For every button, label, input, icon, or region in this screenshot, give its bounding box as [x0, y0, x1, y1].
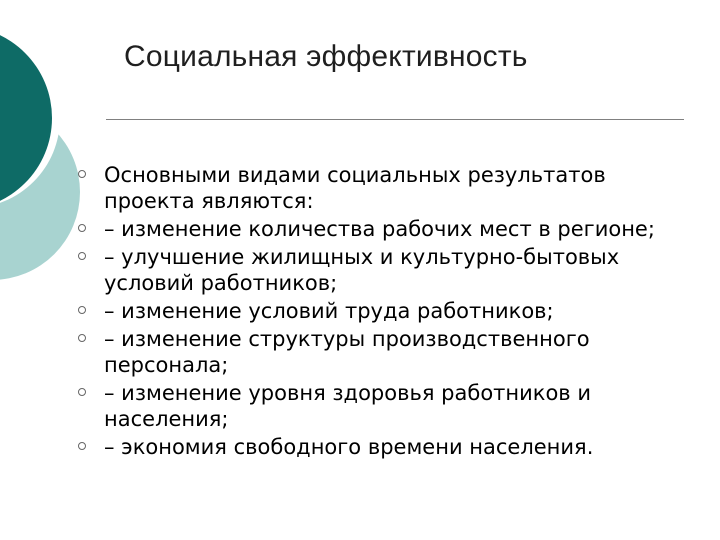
bullet-list — [78, 162, 698, 462]
bullet-circle-icon — [78, 170, 86, 178]
slide-title: Социальная эффективность — [124, 40, 528, 73]
bullet-text: Основными видами социальных результатов проекта являются: — [104, 163, 606, 213]
bullet-circle-icon — [78, 306, 86, 314]
bullet-circle-icon — [78, 252, 86, 260]
bullet-circle-icon — [78, 388, 86, 396]
bullet-item-5 — [78, 326, 698, 378]
decorative-circles-graphic — [0, 0, 80, 300]
bullet-circle-icon — [78, 442, 86, 450]
bullet-text: – изменение условий труда работников; — [104, 299, 554, 323]
bullet-item-2 — [78, 216, 698, 242]
bullet-item-3 — [78, 244, 698, 296]
title-divider — [106, 119, 684, 120]
bullet-circle-icon — [78, 334, 86, 342]
bullet-item-1 — [78, 162, 698, 214]
bullet-item-7 — [78, 434, 698, 460]
bullet-item-4 — [78, 298, 698, 324]
bullet-circle-icon — [78, 224, 86, 232]
bullet-text: – улучшение жилищных и культурно-бытовых условий работников; — [104, 245, 620, 295]
bullet-item-6 — [78, 380, 698, 432]
bullet-text: – изменение количества рабочих мест в регионе; — [104, 217, 655, 241]
bullet-text: – изменение уровня здоровья работников и населения; — [104, 381, 592, 431]
bullet-text: – экономия свободного времени населения. — [104, 435, 594, 459]
bullet-text: – изменение структуры производственного персонала; — [104, 327, 590, 377]
